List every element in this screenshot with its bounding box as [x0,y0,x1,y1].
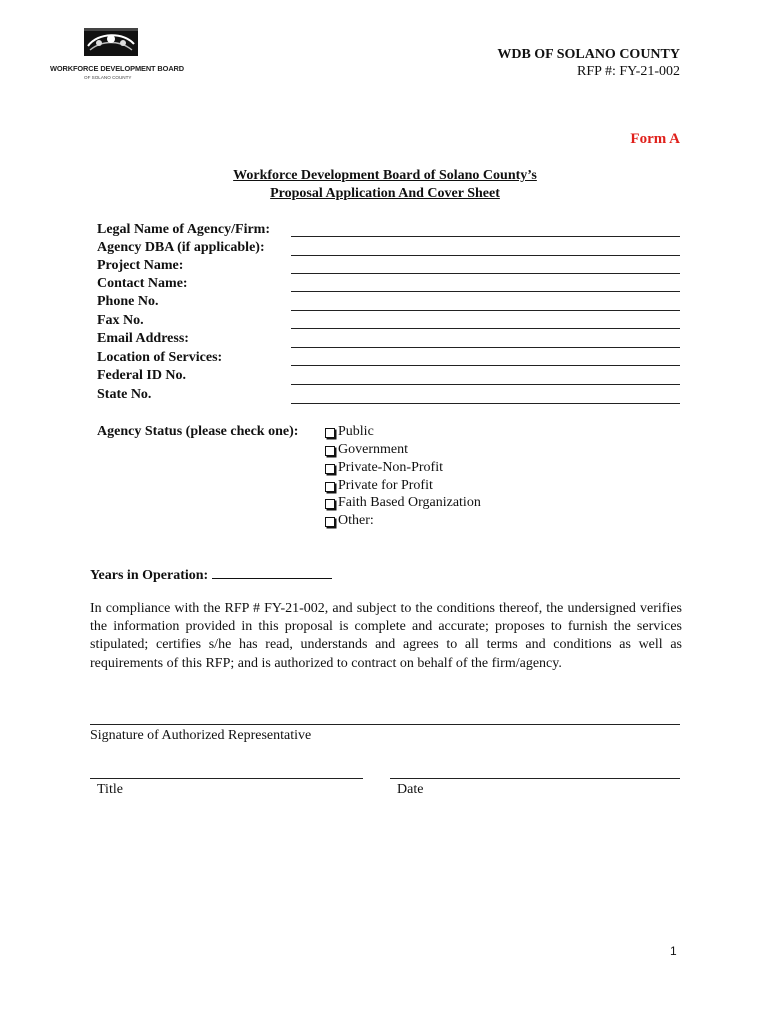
field-line-email[interactable] [291,347,680,348]
checkbox-icon[interactable] [325,517,335,527]
status-option-faith-based[interactable] [325,495,481,511]
status-option-label: Faith Based Organization [338,495,481,510]
signature-label: Signature of Authorized Representative [90,728,312,743]
status-option-label: Government [338,442,408,457]
field-label-location: Location of Services: [97,350,223,365]
title-line[interactable] [90,778,363,779]
header-rfp: RFP #: FY-21-002 [577,64,680,79]
checkbox-icon[interactable] [325,446,335,456]
date-label: Date [397,782,424,797]
field-line-legal-name[interactable] [291,236,680,237]
checkbox-icon[interactable] [325,499,335,509]
form-title-line1: Workforce Development Board of Solano County’s [233,168,537,183]
field-line-project-name[interactable] [291,273,680,274]
signature-line[interactable] [90,724,680,725]
field-line-contact-name[interactable] [291,291,680,292]
status-option-label: Private for Profit [338,478,433,493]
header-org: WDB OF SOLANO COUNTY [497,47,680,62]
status-option-label: Private-Non-Profit [338,460,443,475]
date-line[interactable] [390,778,680,779]
checkbox-icon[interactable] [325,428,335,438]
wdb-logo-icon [84,28,138,58]
field-label-federal-id: Federal ID No. [97,368,187,383]
form-title-line2: Proposal Application And Cover Sheet [270,186,500,201]
field-line-fax[interactable] [291,328,680,329]
field-line-phone[interactable] [291,310,680,311]
years-label: Years in Operation: [90,568,209,583]
field-label-legal-name: Legal Name of Agency/Firm: [97,222,271,237]
field-label-phone: Phone No. [97,294,159,309]
field-label-contact-name: Contact Name: [97,276,188,291]
field-line-state-no[interactable] [291,403,680,404]
agency-status-label: Agency Status (please check one): [97,424,299,439]
wdb-logo [50,28,185,84]
status-option-label: Other: [338,513,374,528]
years-input-line[interactable] [212,566,332,579]
field-label-state-no: State No. [97,387,152,402]
logo-subtitle: OF SOLANO COUNTY [84,75,132,80]
field-label-agency-dba: Agency DBA (if applicable): [97,240,265,255]
logo-name: WORKFORCE DEVELOPMENT BOARD [50,64,185,73]
status-option-label: Public [338,424,374,439]
field-line-federal-id[interactable] [291,384,680,385]
field-label-fax: Fax No. [97,313,144,328]
title-label: Title [97,782,123,797]
status-option-private-for-profit[interactable] [325,478,433,494]
years-in-operation [90,566,332,584]
form-label: Form A [630,131,680,147]
checkbox-icon[interactable] [325,464,335,474]
page-number: 1 [670,944,677,958]
field-label-email: Email Address: [97,331,189,346]
compliance-paragraph: In compliance with the RFP # FY-21-002, and subject to the conditions thereof, the undersigned verifies the information provided in this proposal is complete and accurate; proposes to furnish the services stipulated; certifies s/he has read, understands and agrees to all terms and conditions as well as requirements of this RFP; and is authorized to contract on behalf of the firm/agency. [90,601,682,671]
status-option-government[interactable] [325,442,408,458]
checkbox-icon[interactable] [325,482,335,492]
field-line-agency-dba[interactable] [291,255,680,256]
field-line-location[interactable] [291,365,680,366]
status-option-public[interactable] [325,424,374,440]
field-label-project-name: Project Name: [97,258,184,273]
status-option-private-non-profit[interactable] [325,460,443,476]
status-option-other[interactable] [325,513,374,529]
